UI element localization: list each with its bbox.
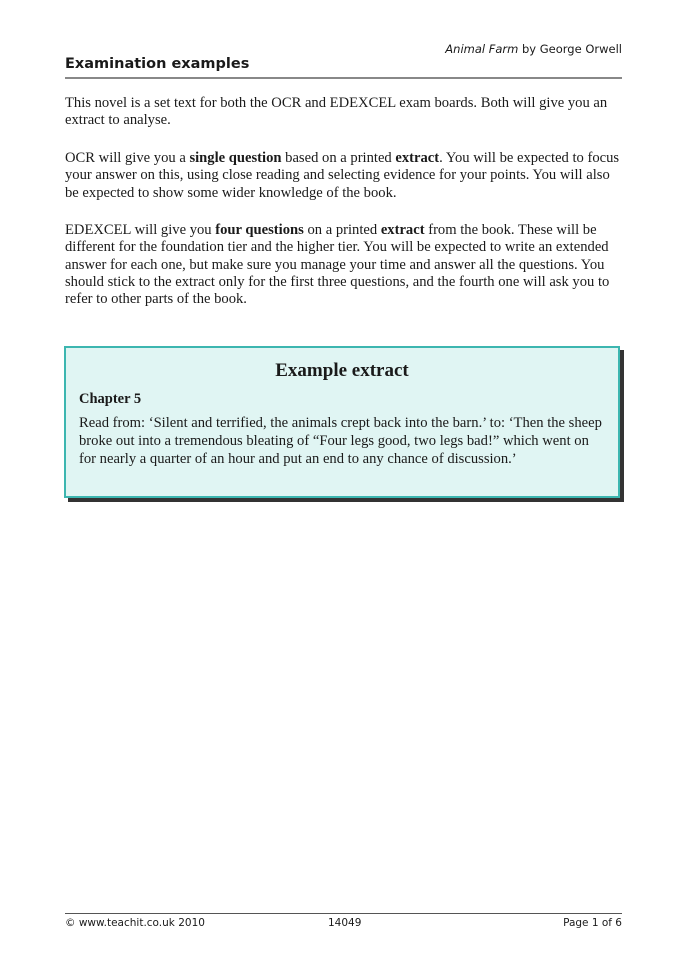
footer-copyright: © www.teachit.co.uk 2010	[65, 917, 205, 929]
paragraph-text: on a printed	[303, 222, 381, 238]
extract-chapter: Chapter 5	[79, 391, 142, 407]
emphasis-text: four questions	[215, 222, 304, 238]
title-divider	[65, 77, 622, 79]
paragraph-text: based on a printed	[281, 150, 396, 166]
paragraph-edexcel	[65, 222, 625, 308]
paragraph-intro	[65, 95, 625, 130]
paragraph-text: . You will be expected to focus your answer on this, using close reading and selecting evidence for your points. You will also be expected to show some wider knowledge of the book.	[65, 150, 620, 201]
paragraph-ocr	[65, 150, 625, 202]
footer-page-number: Page 1 of 6	[563, 917, 622, 929]
paragraph-text: OCR will give you a	[65, 150, 190, 166]
example-extract-box	[64, 346, 620, 498]
paragraph-text: from the book. These will be different for the foundation tier and the higher tier. You will be expected to write an extended answer for each one, but make sure you manage your time and answer all the questions. You should stick to the extract only for the first three questions, and the fourth one will ask you to refer to other parts of the book.	[65, 222, 610, 308]
emphasis-text: extract	[380, 222, 425, 238]
emphasis-text: single question	[189, 150, 282, 166]
footer-divider	[65, 913, 622, 914]
footer-doc-id: 14049	[328, 917, 362, 929]
emphasis-text: extract	[395, 150, 440, 166]
extract-title: Example extract	[275, 360, 409, 381]
paragraph-text: This novel is a set text for both the OCR and EDEXCEL exam boards. Both will give you an extract to analyse.	[65, 95, 608, 129]
section-title: Examination examples	[65, 56, 250, 72]
book-title: Animal Farm	[445, 42, 519, 56]
running-header	[445, 42, 622, 56]
extract-body: Read from: ‘Silent and terrified, the animals crept back into the barn.’ to: ‘Then the sheep broke out into a tremendous bleating of “Four legs good, two legs bad!” which went on for nearly a quarter of an hour and put an end to any chance of discussion.’	[79, 415, 602, 467]
paragraph-text: EDEXCEL will give you	[65, 222, 216, 238]
byline: by George Orwell	[522, 42, 622, 56]
